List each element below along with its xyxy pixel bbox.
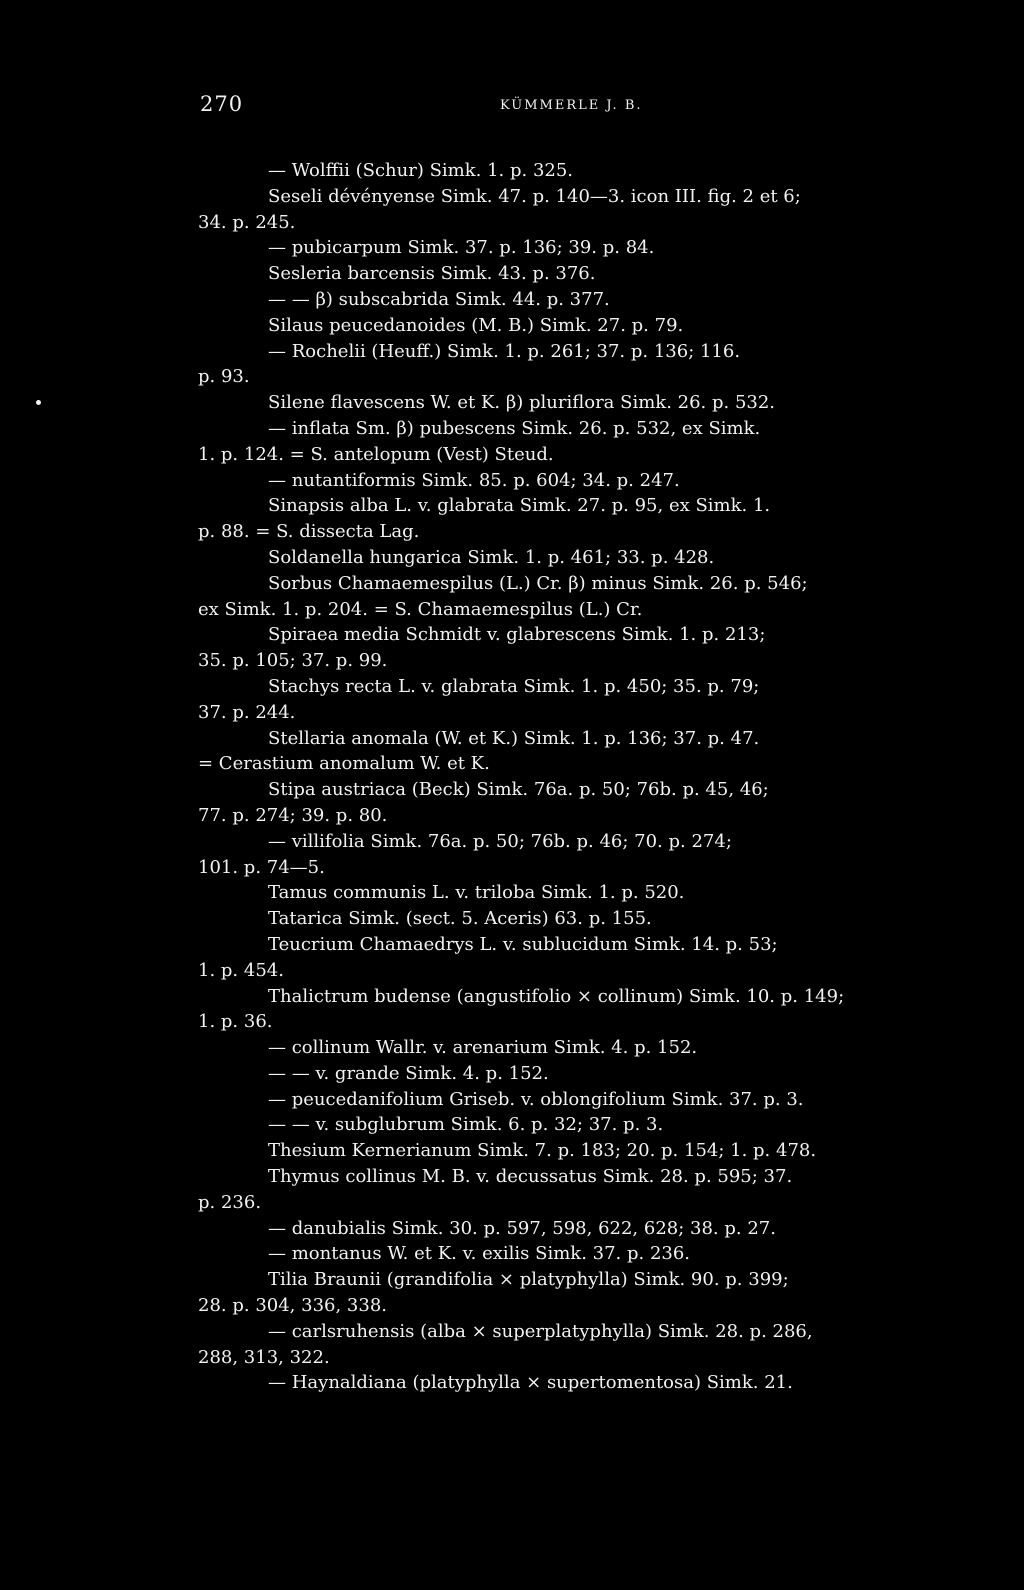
index-line — [0, 1370, 1024, 1396]
index-line — [0, 648, 1024, 674]
index-line-text: — carlsruhensis (alba × superplatyphylla) Simk. 28. p. 286, — [268, 1320, 813, 1342]
index-line-text: Thalictrum budense (angustifolio × collinum) Simk. 10. p. 149; — [268, 985, 845, 1007]
index-line — [0, 932, 1024, 958]
index-line — [0, 1345, 1024, 1371]
index-line — [0, 1087, 1024, 1113]
index-line — [0, 468, 1024, 494]
index-line — [0, 545, 1024, 571]
index-line-text: Sinapsis alba L. v. glabrata Simk. 27. p. 95, ex Simk. 1. — [268, 495, 771, 517]
index-line-text: — Rochelii (Heuff.) Simk. 1. p. 261; 37. p. 136; 116. — [268, 340, 741, 362]
index-line-text: — villifolia Simk. 76a. p. 50; 76b. p. 46; 70. p. 274; — [268, 830, 732, 852]
index-line-text: Thymus collinus M. B. v. decussatus Simk. 28. p. 595; 37. — [268, 1166, 793, 1188]
page-header — [200, 92, 960, 122]
index-line — [0, 880, 1024, 906]
index-line — [0, 726, 1024, 752]
index-line — [0, 1138, 1024, 1164]
index-line — [0, 1216, 1024, 1242]
index-line — [0, 493, 1024, 519]
index-line-text: Tilia Braunii (grandifolia × platyphylla) Simk. 90. p. 399; — [268, 1269, 789, 1291]
index-line-text: — peucedanifolium Griseb. v. oblongifolium Simk. 37. p. 3. — [268, 1088, 804, 1110]
index-line-text: p. 236. — [198, 1191, 262, 1213]
index-line-text: Thesium Kernerianum Simk. 7. p. 183; 20. p. 154; 1. p. 478. — [268, 1140, 817, 1162]
index-line — [0, 751, 1024, 777]
index-line-text: — — v. subglubrum Simk. 6. p. 32; 37. p. 3. — [268, 1114, 664, 1136]
index-line-text: 28. p. 304, 336, 338. — [198, 1295, 387, 1317]
index-line-text: 1. p. 454. — [198, 959, 284, 981]
index-line — [0, 906, 1024, 932]
running-head: KÜMMERLE J. B. — [500, 98, 643, 113]
index-line — [0, 261, 1024, 287]
index-line-text: 288, 313, 322. — [198, 1346, 330, 1368]
index-line — [0, 829, 1024, 855]
index-line-text: — collinum Wallr. v. arenarium Simk. 4. p. 152. — [268, 1037, 698, 1059]
index-line — [0, 803, 1024, 829]
index-line — [0, 622, 1024, 648]
index-line-text: — nutantiformis Simk. 85. p. 604; 34. p. 247. — [268, 469, 680, 491]
index-line — [0, 855, 1024, 881]
index-line — [0, 700, 1024, 726]
index-line-text: — inflata Sm. β) pubescens Simk. 26. p. 532, ex Simk. — [268, 417, 761, 439]
index-line-text: 101. p. 74—5. — [198, 856, 325, 878]
index-line-text: 77. p. 274; 39. p. 80. — [198, 804, 388, 826]
index-line — [0, 958, 1024, 984]
index-line-text: Soldanella hungarica Simk. 1. p. 461; 33. p. 428. — [268, 546, 715, 568]
index-line-text: 35. p. 105; 37. p. 99. — [198, 650, 388, 672]
index-line-text: p. 88. = S. dissecta Lag. — [198, 521, 420, 543]
index-line — [0, 571, 1024, 597]
index-line-text: — montanus W. et K. v. exilis Simk. 37. p. 236. — [268, 1243, 691, 1265]
index-line — [0, 1035, 1024, 1061]
index-line-text: 1. p. 36. — [198, 1011, 273, 1033]
index-line-text: Sorbus Chamaemespilus (L.) Cr. β) minus Simk. 26. p. 546; — [268, 572, 808, 594]
index-line — [0, 1112, 1024, 1138]
index-line — [0, 1190, 1024, 1216]
index-line — [0, 235, 1024, 261]
index-line-text: Sesleria barcensis Simk. 43. p. 376. — [268, 263, 596, 285]
index-line-text: — — β) subscabrida Simk. 44. p. 377. — [268, 288, 610, 310]
index-line — [0, 1061, 1024, 1087]
index-line-text: — Wolffii (Schur) Simk. 1. p. 325. — [268, 160, 574, 181]
index-line — [0, 777, 1024, 803]
index-line-text: Tamus communis L. v. triloba Simk. 1. p. 520. — [268, 882, 685, 904]
index-line — [0, 313, 1024, 339]
index-line-text: 37. p. 244. — [198, 701, 296, 723]
index-line-text: — danubialis Simk. 30. p. 597, 598, 622, 628; 38. p. 27. — [268, 1217, 776, 1239]
index-line-text: 1. p. 124. = S. antelopum (Vest) Steud. — [198, 443, 554, 465]
index-line-text: — pubicarpum Simk. 37. p. 136; 39. p. 84. — [268, 237, 655, 259]
index-line — [0, 184, 1024, 210]
index-line-text: — — v. grande Simk. 4. p. 152. — [268, 1062, 549, 1084]
index-line — [0, 339, 1024, 365]
index-line — [0, 597, 1024, 623]
index-line — [0, 210, 1024, 236]
index-line-text: Stachys recta L. v. glabrata Simk. 1. p. 450; 35. p. 79; — [268, 675, 760, 697]
index-line — [0, 984, 1024, 1010]
index-line — [0, 1009, 1024, 1035]
index-line-text: Tatarica Simk. (sect. 5. Aceris) 63. p. 155. — [268, 908, 652, 930]
index-line-text: Teucrium Chamaedrys L. v. sublucidum Simk. 14. p. 53; — [268, 933, 778, 955]
index-line-text: Seseli dévényense Simk. 47. p. 140—3. icon III. fig. 2 et 6; — [268, 185, 801, 207]
index-line-text: = Cerastium anomalum W. et K. — [198, 753, 490, 775]
index-line-text: Stipa austriaca (Beck) Simk. 76a. p. 50; 76b. p. 45, 46; — [268, 779, 769, 801]
index-line — [0, 1241, 1024, 1267]
index-line — [0, 442, 1024, 468]
index-entries — [0, 158, 1024, 1396]
index-line-text: p. 93. — [198, 366, 250, 388]
index-line — [0, 1293, 1024, 1319]
index-line — [0, 1164, 1024, 1190]
index-line — [0, 416, 1024, 442]
index-line-text: Spiraea media Schmidt v. glabrescens Simk. 1. p. 213; — [268, 624, 766, 646]
index-line — [0, 364, 1024, 390]
index-line-text: Silaus peucedanoides (M. B.) Simk. 27. p. 79. — [268, 314, 684, 336]
index-line-text: — Haynaldiana (platyphylla × supertomentosa) Simk. 21. — [268, 1372, 793, 1394]
index-line-text: Silene flavescens W. et K. β) pluriflora Simk. 26. p. 532. — [268, 392, 776, 414]
index-line — [0, 1267, 1024, 1293]
index-line — [0, 158, 1024, 184]
index-line — [0, 390, 1024, 416]
index-line — [0, 1319, 1024, 1345]
index-line — [0, 287, 1024, 313]
index-line — [0, 519, 1024, 545]
index-line — [0, 674, 1024, 700]
page-number: 270 — [200, 92, 244, 116]
index-line-text: 34. p. 245. — [198, 211, 296, 233]
index-line-text: ex Simk. 1. p. 204. = S. Chamaemespilus (L.) Cr. — [198, 598, 643, 620]
index-line-text: Stellaria anomala (W. et K.) Simk. 1. p. 136; 37. p. 47. — [268, 727, 760, 749]
